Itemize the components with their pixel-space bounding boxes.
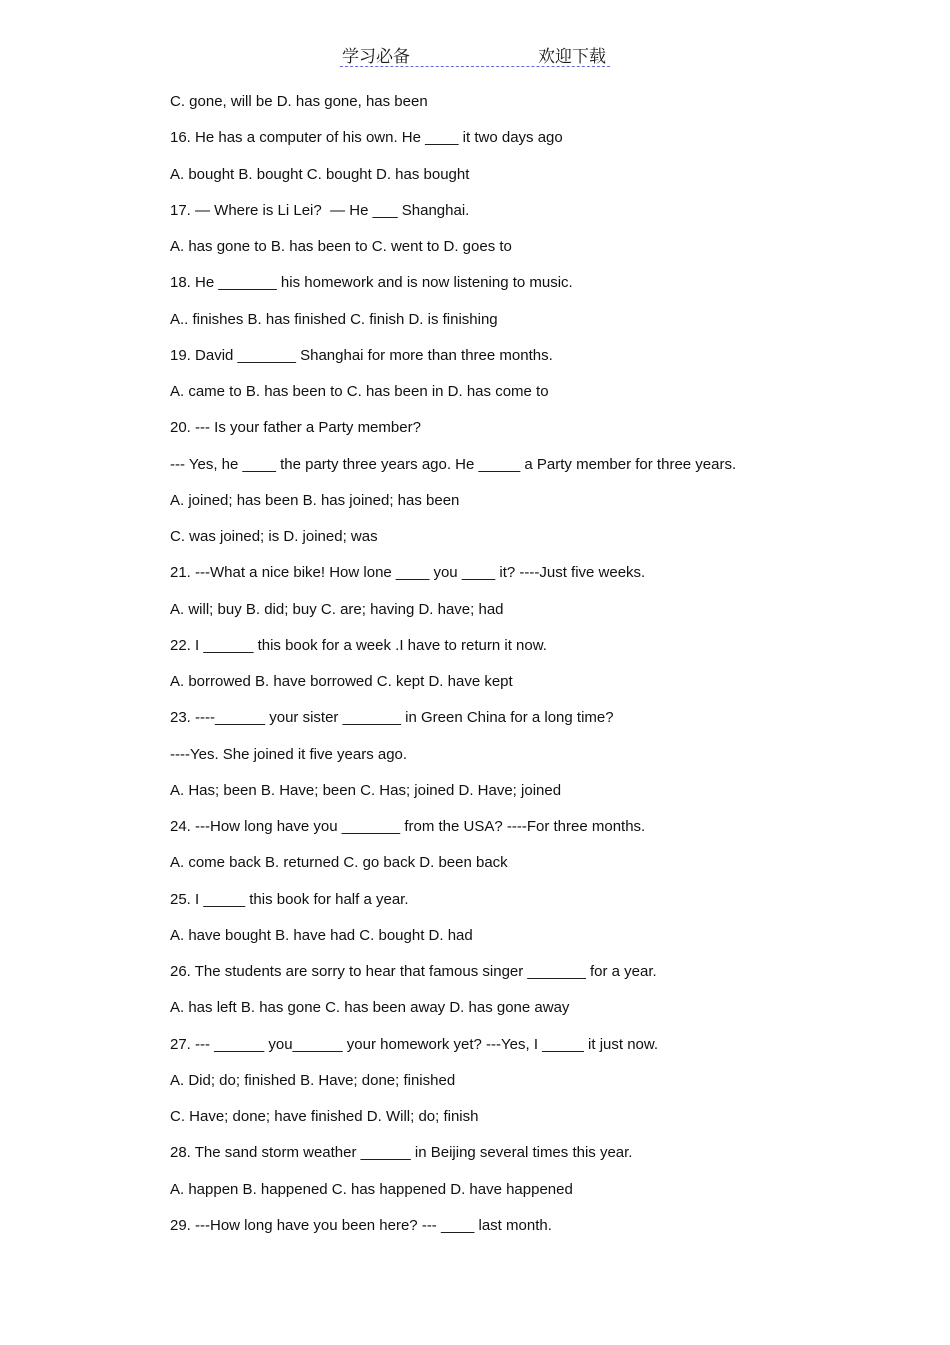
question-line: 22. I ______ this book for a week .I have to return it now. [170, 636, 547, 654]
question-line: A. has left B. has gone C. has been away D. has gone away [170, 999, 570, 1017]
question-line: A. Has; been B. Have; been C. Has; joined D. Have; joined [170, 781, 562, 799]
question-line: C. Have; done; have finished D. Will; do; finish [170, 1108, 479, 1125]
question-line: 20. --- Is your father a Party member? [170, 419, 421, 437]
question-line: C. gone, will be D. has gone, has been [170, 93, 428, 110]
question-line: 23. ----______ your sister _______ in Green China for a long time? [170, 709, 614, 727]
question-line: 21. ---What a nice bike! How lone ____ you ____ it? ----Just five weeks. [170, 564, 646, 582]
document-body [170, 84, 890, 1244]
question-line: A. bought B. bought C. bought D. has bought [170, 165, 470, 183]
question-line: A. come back B. returned C. go back D. been back [170, 854, 508, 872]
question-line: 29. ---How long have you been here? --- ____ last month. [170, 1216, 552, 1234]
question-line: C. was joined; is D. joined; was [170, 528, 378, 545]
question-line: A. have bought B. have had C. bought D. had [170, 926, 473, 944]
question-line: 18. He _______ his homework and is now listening to music. [170, 274, 573, 292]
header-left-text: 学习必备 [342, 47, 410, 67]
question-line: ----Yes. She joined it five years ago. [170, 745, 408, 763]
question-line: 25. I _____ this book for half a year. [170, 890, 409, 908]
question-line: A.. finishes B. has finished C. finish D. is finishing [170, 310, 498, 328]
question-line: 24. ---How long have you _______ from the USA? ----For three months. [170, 818, 646, 835]
question-line: A. has gone to B. has been to C. went to D. goes to [170, 238, 512, 255]
question-line: 17. — Where is Li Lei? — He ___ Shanghai. [170, 201, 470, 219]
header-right-text: 欢迎下载 [538, 47, 606, 67]
question-line: A. happen B. happened C. has happened D. have happened [170, 1180, 573, 1198]
question-line: A. Did; do; finished B. Have; done; finished [170, 1071, 456, 1089]
question-line: 28. The sand storm weather ______ in Beijing several times this year. [170, 1144, 633, 1162]
question-line: A. came to B. has been to C. has been in D. has come to [170, 383, 549, 400]
question-line: 26. The students are sorry to hear that famous singer _______ for a year. [170, 963, 657, 980]
question-line: A. will; buy B. did; buy C. are; having D. have; had [170, 600, 504, 618]
question-line: A. joined; has been B. has joined; has been [170, 491, 460, 509]
page-header [340, 40, 610, 67]
question-line: --- Yes, he ____ the party three years ago. He _____ a Party member for three years. [170, 455, 737, 473]
question-line: A. borrowed B. have borrowed C. kept D. have kept [170, 673, 513, 690]
question-line: 19. David _______ Shanghai for more than three months. [170, 346, 553, 364]
question-line: 27. --- ______ you______ your homework yet? ---Yes, I _____ it just now. [170, 1035, 659, 1053]
question-line: 16. He has a computer of his own. He ____ it two days ago [170, 129, 563, 147]
